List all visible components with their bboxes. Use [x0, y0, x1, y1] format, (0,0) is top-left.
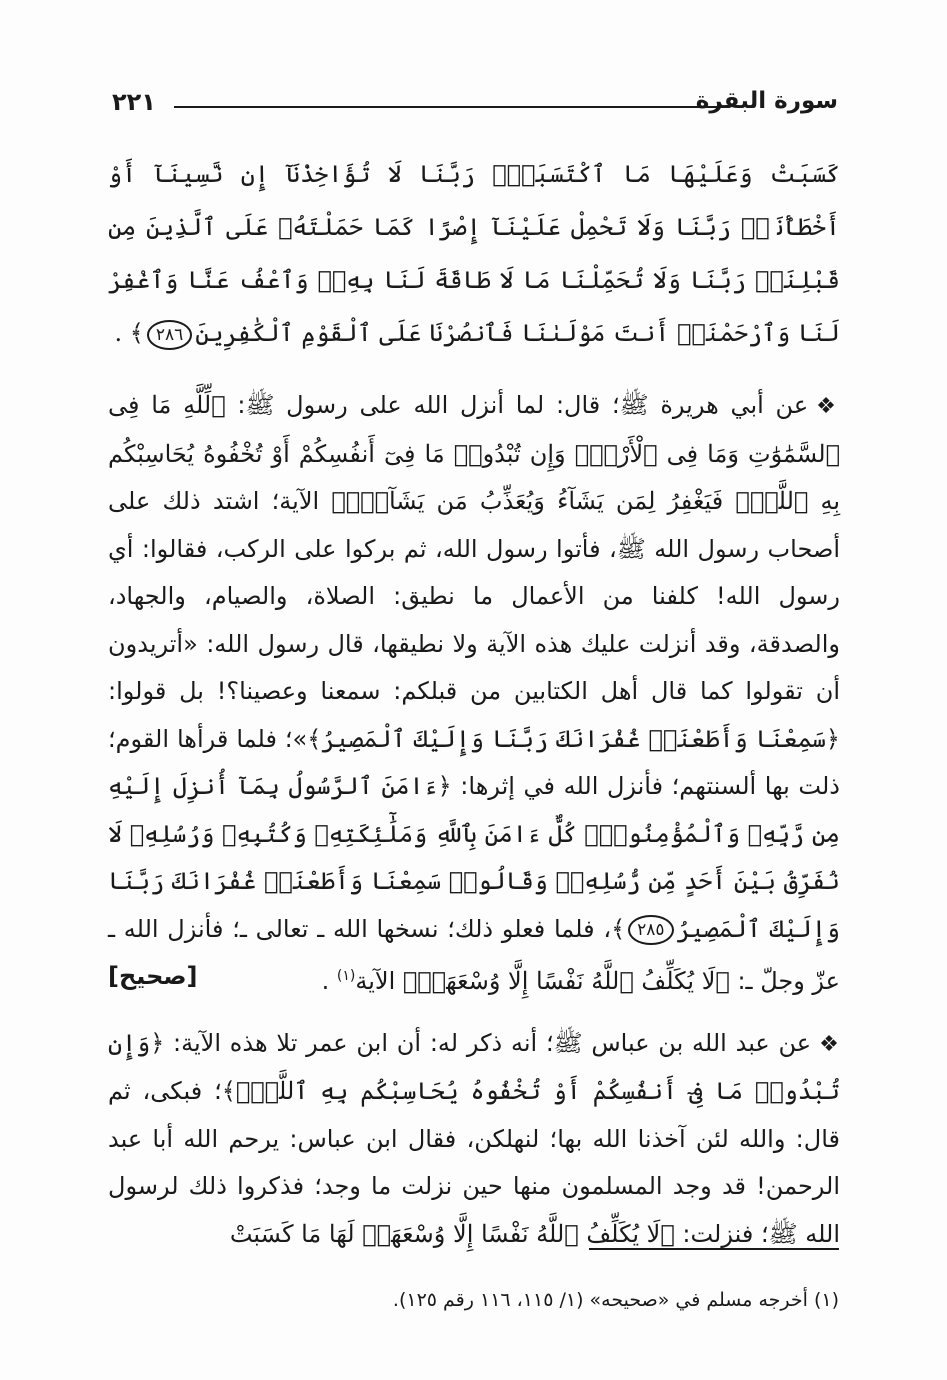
- ayah-number-285: ٢٨٥: [628, 915, 673, 945]
- verse-continuation: [108, 148, 840, 360]
- hadith-1-quran-1: ﴿لِّلَّهِ مَا فِى ٱلسَّمَٰوَٰتِ وَمَا فِى ٱلْأَرْضِۗ وَإِن تُبْدُوا۟ مَا فِىٓ أَنفُسِكُمْ أَوْ تُخْفُوهُ يُحَاسِبْكُم بِهِ ٱللَّهُۖ فَيَغْفِرُ لِمَن يَشَآءُ وَيُعَذِّبُ مَن يَشَآءُۗ﴾: [108, 391, 840, 515]
- footnote-1: (١) أخرجه مسلم في «صحيحه» (١/ ١١٥، ١١٦ رقم ١٢٥).: [392, 1289, 839, 1311]
- hadith-2-quran-1: ﴿وَإِن تُبْدُوا۟ مَا فِىٓ أَنفُسِكُمْ أَوْ تُخْفُوهُ يُحَاسِبْكُم بِهِ ٱللَّهُۖ﴾: [108, 1028, 840, 1105]
- verse-close: ﴾ .: [114, 319, 144, 347]
- footnote-separator: [589, 1248, 839, 1250]
- hadith-abu-hurayra: ❖عن أبي هريرة ﷺ؛ قال: لما أنزل الله على رسول ﷺ: ﴿لِّلَّهِ مَا فِى ٱلسَّمَٰوَٰتِ وَمَا فِى ٱلْأَرْضِۗ وَإِن تُبْدُوا۟ مَا فِىٓ أَنفُسِكُمْ أَوْ تُخْفُوهُ يُحَاسِبْكُم بِهِ ٱللَّهُۖ فَيَغْفِرُ لِمَن يَشَآءُ وَيُعَذِّبُ مَن يَشَآءُۗ﴾ الآية؛ اشتد ذلك على أصحاب رسول الله ﷺ، فأتوا رسول الله، ثم بركوا على الركب، فقالوا: أي رسول الله! كلفنا من الأعمال ما نطيق: الصلاة، والصيام، والجهاد، والصدقة، وقد أنزلت عليك هذه الآية ولا نطيقها، قال رسول الله: «أتريدون أن تقولوا كما قال أهل الكتابين من قبلكم: سمعنا وعصينا؟! بل قولوا: ﴿سَمِعْنَا وَأَطَعْنَاۖ غُفْرَانَكَ رَبَّنَا وَإِلَيْكَ ٱلْمَصِيرُ﴾»؛ فلما قرأها القوم؛ ذلت بها ألسنتهم؛ فأنزل الله في إثرها: ﴿ءَامَنَ ٱلرَّسُولُ بِمَآ أُنزِلَ إِلَيْهِ مِن رَّبِّهِۦ وَٱلْمُؤْمِنُونَۚ كُلٌّ ءَامَنَ بِٱللَّهِ وَمَلَٰٓئِكَتِهِۦ وَكُتُبِهِۦ وَرُسُلِهِۦ لَا نُفَرِّقُ بَيْنَ أَحَدٍ مِّن رُّسُلِهِۦۚ وَقَالُوا۟ سَمِعْنَا وَأَطَعْنَاۖ غُفْرَانَكَ رَبَّنَا وَإِلَيْكَ ٱلْمَصِيرُ٢٨٥﴾، فلما فعلو ذلك؛ نسخها الله ـ تعالى ـ؛ فأنزل الله ـ عزّ وجلّ ـ: ﴿لَا يُكَلِّفُ ٱللَّهُ نَفْسًا إِلَّا وُسْعَهَاۚ﴾ الآية$^{(١)}$ . [صحيح]: [108, 382, 840, 1006]
- hadith-2-text-2: ؛ فبكى، ثم قال: والله لئن آخذنا الله بها؛ لنهلكن، فقال ابن عباس: يرحم الله أبا عبد الرحمن! قد وجد المسلمون منها حين نزلت ما وجد؛ فذكروا ذلك لرسول الله ﷺ؛ فنزلت:: [108, 1077, 840, 1248]
- header-rule: [174, 106, 730, 108]
- hadith-ibn-abbas: [108, 1020, 840, 1259]
- diamond-bullet-icon: ❖: [819, 1031, 840, 1057]
- hadith-2-quran-2: ﴿لَا يُكَلِّفُ ٱللَّهُ نَفْسًا إِلَّا وُسْعَهَاۚ لَهَا مَا كَسَبَتْ: [229, 1219, 675, 1248]
- diamond-bullet-icon: ❖: [816, 394, 840, 419]
- hadith-1-text-5: الآية: [355, 967, 396, 995]
- hadith-1-quran-4: ﴿لَا يُكَلِّفُ ٱللَّهُ نَفْسًا إِلَّا وُسْعَهَاۚ﴾: [402, 967, 730, 995]
- hadith-1-quran-2: ﴿سَمِعْنَا وَأَطَعْنَاۖ غُفْرَانَكَ رَبَّنَا وَإِلَيْكَ ٱلْمَصِيرُ﴾: [307, 724, 840, 753]
- page-header: [112, 84, 838, 128]
- hadith-1-text-3: »؛ فلما قرأها القوم؛ ذلت بها ألسنتهم؛ فأنزل الله في إثرها:: [108, 724, 840, 800]
- hadith-2-text-1: عن عبد الله بن عباس ﷺ؛ أنه ذكر له: أن ابن عمر تلا هذه الآية:: [173, 1028, 812, 1057]
- page-number: ٢٢١: [112, 88, 156, 116]
- hadith-grade-badge: [صحيح]: [108, 962, 198, 990]
- hadith-1-text-2: الآية؛ اشتد ذلك على أصحاب رسول الله ﷺ، فأتوا رسول الله، ثم بركوا على الركب، فقالوا: أي رسول الله! كلفنا من الأعمال ما نطيق: الصلاة، والصيام، والجهاد، والصدقة، وقد أنزلت عليك هذه الآية ولا نطيقها، قال رسول الله: «أتريدون أن تقولوا كما قال أهل الكتابين من قبلكم: سمعنا وعصينا؟! بل قولوا:: [108, 487, 840, 705]
- hadith-1-text-4: ﴾، فلما فعلو ذلك؛ نسخها الله ـ تعالى ـ؛ فأنزل الله ـ عزّ وجلّ ـ:: [108, 914, 840, 995]
- footnote-reference[interactable]: (١): [336, 968, 356, 984]
- ayah-number-286: ٢٨٦: [147, 320, 192, 350]
- hadith-1-quran-3: ﴿ءَامَنَ ٱلرَّسُولُ بِمَآ أُنزِلَ إِلَيْهِ مِن رَّبِّهِۦ وَٱلْمُؤْمِنُونَۚ كُلٌّ ءَامَنَ بِٱللَّهِ وَمَلَٰٓئِكَتِهِۦ وَكُتُبِهِۦ وَرُسُلِهِۦ لَا نُفَرِّقُ بَيْنَ أَحَدٍ مِّن رُّسُلِهِۦۚ وَقَالُوا۟ سَمِعْنَا وَأَطَعْنَاۖ غُفْرَانَكَ رَبَّنَا وَإِلَيْكَ ٱلْمَصِيرُ: [108, 772, 840, 943]
- page-body: [108, 148, 840, 1272]
- verse-text: كَسَبَتْ وَعَلَيْهَا مَا ٱكْتَسَبَتْۗ رَبَّنَا لَا تُؤَاخِذْنَآ إِن نَّسِينَآ أَوْ أَخْطَأْنَاۚ رَبَّنَا وَلَا تَحْمِلْ عَلَيْنَآ إِصْرًا كَمَا حَمَلْتَهُۥ عَلَى ٱلَّذِينَ مِن قَبْلِنَاۚ رَبَّنَا وَلَا تُحَمِّلْنَا مَا لَا طَاقَةَ لَنَا بِهِۦۖ وَٱعْفُ عَنَّا وَٱغْفِرْ لَنَا وَٱرْحَمْنَآۚ أَنتَ مَوْلَىٰنَا فَٱنصُرْنَا عَلَى ٱلْقَوْمِ ٱلْكَٰفِرِينَ: [108, 160, 840, 347]
- surah-name: سورة البقرة: [695, 88, 838, 114]
- hadith-1-text-1: عن أبي هريرة ﷺ؛ قال: لما أنزل الله على رسول ﷺ:: [237, 391, 809, 419]
